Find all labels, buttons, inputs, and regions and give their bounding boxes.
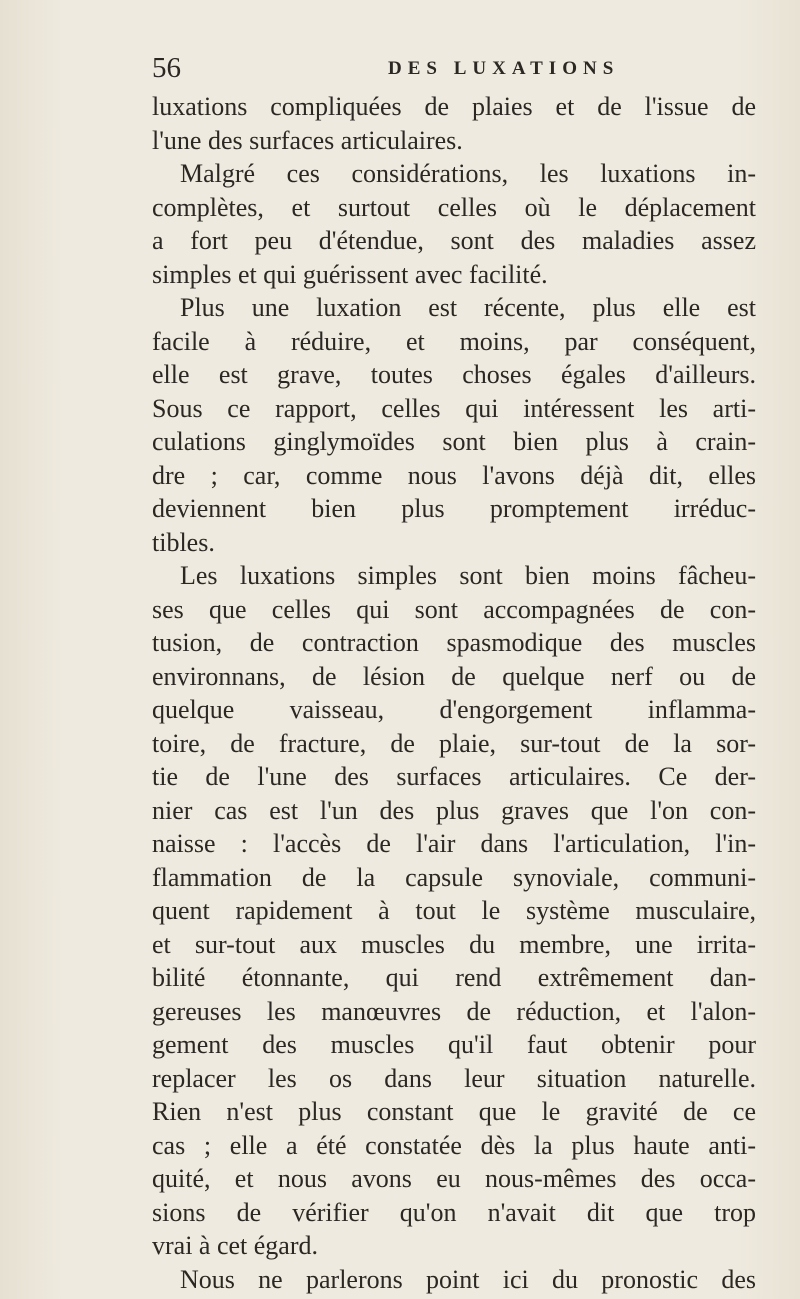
text-line: gement des muscles qu'il faut obtenir pour <box>152 1030 756 1059</box>
text-line: tie de l'une des surfaces articulaires. Ce der- <box>152 762 756 791</box>
page-header <box>152 52 732 88</box>
text-line: bilité étonnante, qui rend extrêmement dan- <box>152 963 756 992</box>
text-line: vrai à cet égard. <box>152 1231 319 1260</box>
text-line: luxations compliquées de plaies et de l'issue de <box>152 92 756 121</box>
text-line: nier cas est l'un des plus graves que l'on con- <box>152 795 756 825</box>
text-line: et sur-tout aux muscles du membre, une irrita- <box>152 929 756 959</box>
text-line: naisse : l'accès de l'air dans l'articulation, l'in- <box>152 829 756 858</box>
text-line: simples et qui guérissent avec facilité. <box>152 259 548 289</box>
text-line: tusion, de contraction spasmodique des muscles <box>152 628 756 657</box>
text-line: environnans, de lésion de quelque nerf ou de <box>152 661 756 691</box>
text-line: toire, de fracture, de plaie, sur-tout de la sor- <box>152 728 756 758</box>
text-line: cas ; elle a été constatée dès la plus haute anti- <box>152 1130 756 1160</box>
text-line: culations ginglymoïdes sont bien plus à crain- <box>152 427 756 456</box>
text-line: sions de vérifier qu'on n'avait dit que trop <box>152 1197 756 1227</box>
text-line: dre ; car, comme nous l'avons déjà dit, elles <box>152 460 756 490</box>
running-title: DES LUXATIONS <box>388 58 620 79</box>
text-line: Les luxations simples sont bien moins fâcheu- <box>180 561 756 590</box>
text-line: quelque vaisseau, d'engorgement inflamma- <box>152 695 756 724</box>
text-line: deviennent bien plus promptement irréduc- <box>152 494 756 523</box>
text-line: ses que celles qui sont accompagnées de con- <box>152 594 756 624</box>
text-line: Nous ne parlerons point ici du pronostic des <box>180 1264 756 1294</box>
text-line: tibles. <box>152 527 215 557</box>
text-line: replacer les os dans leur situation naturelle. <box>152 1063 756 1093</box>
text-line: gereuses les manœuvres de réduction, et l'alon- <box>152 996 756 1026</box>
text-line: l'une des surfaces articulaires. <box>152 125 463 155</box>
body-text <box>152 90 756 1296</box>
text-line: Sous ce rapport, celles qui intéressent les arti- <box>152 393 756 423</box>
text-line: a fort peu d'étendue, sont des maladies assez <box>152 226 756 255</box>
text-line: Rien n'est plus constant que le gravité de ce <box>152 1097 756 1126</box>
text-line: Malgré ces considérations, les luxations in- <box>180 159 756 188</box>
text-line: quent rapidement à tout le système musculaire, <box>152 896 756 925</box>
text-line: quité, et nous avons eu nous-mêmes des occa- <box>152 1164 756 1193</box>
page-number: 56 <box>152 52 181 84</box>
text-line: complètes, et surtout celles où le déplacement <box>152 192 756 222</box>
text-line: elle est grave, toutes choses égales d'ailleurs. <box>152 360 756 389</box>
text-line: flammation de la capsule synoviale, communi- <box>152 862 756 892</box>
text-line: facile à réduire, et moins, par conséquent, <box>152 326 756 356</box>
text-line: Plus une luxation est récente, plus elle est <box>180 293 756 322</box>
